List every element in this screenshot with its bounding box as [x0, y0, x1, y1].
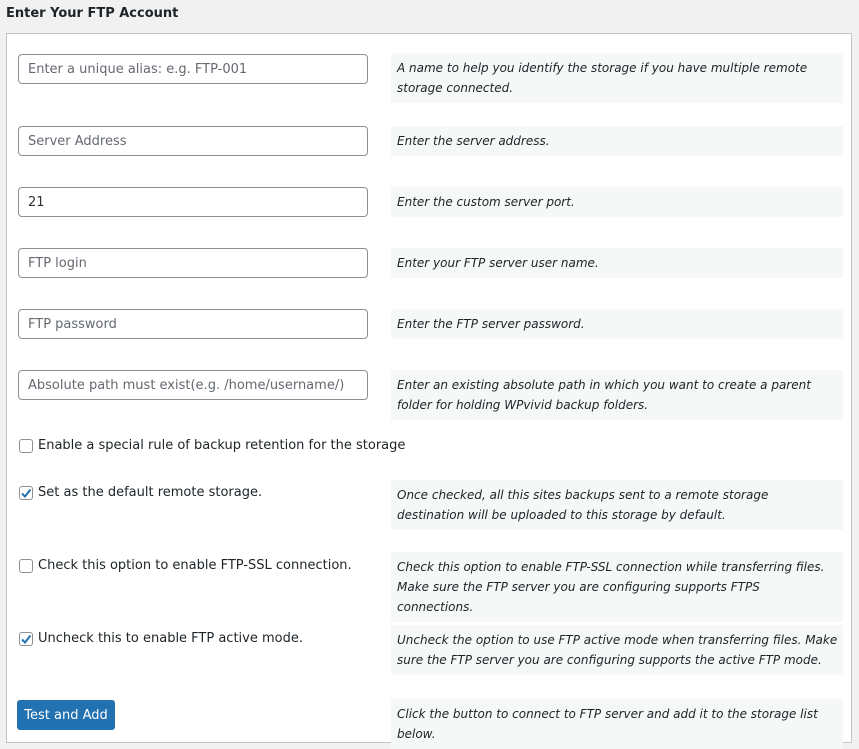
- ftp-password-description: Enter the FTP server password.: [391, 309, 843, 339]
- checkmark-icon: [20, 487, 32, 499]
- absolute-path-description: Enter an existing absolute path in which you want to create a parent folder for holding WPvivid backup folders.: [391, 370, 843, 420]
- ftp-ssl-description: Check this option to enable FTP-SSL connection while transferring files. Make sure the FTP server you are configuring supports FTPS connections.: [391, 552, 843, 622]
- default-storage-checkbox[interactable]: [19, 486, 33, 500]
- alias-input[interactable]: [18, 54, 368, 84]
- ftp-login-input[interactable]: [18, 248, 368, 278]
- active-mode-checkbox[interactable]: [19, 632, 33, 646]
- active-mode-option[interactable]: [19, 631, 303, 646]
- ftp-ssl-label: Check this option to enable FTP-SSL connection.: [38, 558, 352, 573]
- alias-description: A name to help you identify the storage if you have multiple remote storage connected.: [391, 53, 843, 103]
- ftp-ssl-checkbox[interactable]: [19, 559, 33, 573]
- ftp-password-input[interactable]: [18, 309, 368, 339]
- ftp-login-description: Enter your FTP server user name.: [391, 248, 843, 278]
- retention-checkbox[interactable]: [19, 439, 33, 453]
- retention-option[interactable]: [19, 438, 405, 453]
- test-and-add-description: Click the button to connect to FTP server and add it to the storage list below.: [391, 699, 843, 749]
- active-mode-description: Uncheck the option to use FTP active mode when transferring files. Make sure the FTP server you are configuring supports the active FTP mode.: [391, 625, 843, 675]
- default-storage-option[interactable]: [19, 485, 262, 500]
- absolute-path-input[interactable]: [18, 370, 368, 400]
- default-storage-description: Once checked, all this sites backups sent to a remote storage destination will be uploaded to this storage by default.: [391, 480, 843, 530]
- server-port-input[interactable]: [18, 187, 368, 217]
- retention-label: Enable a special rule of backup retention for the storage: [38, 438, 406, 453]
- test-and-add-button[interactable]: Test and Add: [17, 700, 115, 730]
- server-address-description: Enter the server address.: [391, 126, 843, 156]
- server-port-description: Enter the custom server port.: [391, 187, 843, 217]
- active-mode-label: Uncheck this to enable FTP active mode.: [38, 631, 303, 646]
- server-address-input[interactable]: [18, 126, 368, 156]
- default-storage-label: Set as the default remote storage.: [38, 485, 263, 500]
- section-title: Enter Your FTP Account: [6, 6, 179, 21]
- ftp-account-panel: [6, 33, 852, 743]
- checkmark-icon: [20, 633, 32, 645]
- ftp-ssl-option[interactable]: [19, 558, 352, 573]
